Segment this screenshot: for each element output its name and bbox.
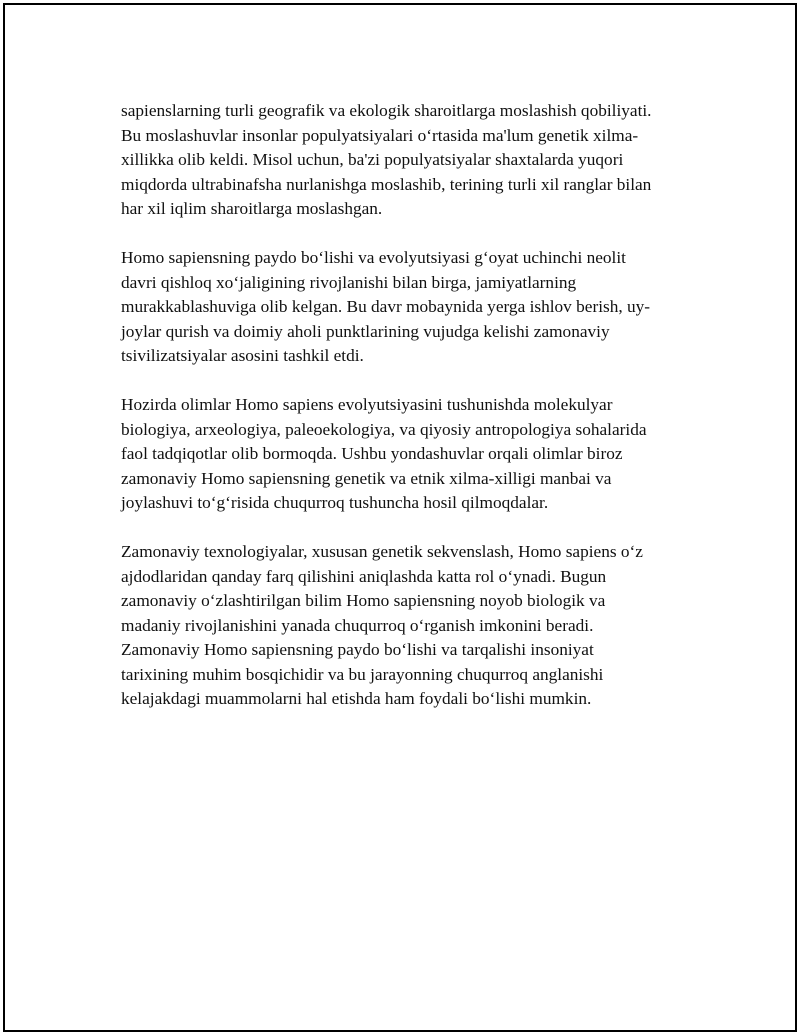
text-line: xillikka olib keldi. Misol uchun, ba'zi populyatsiyalar shaxtalarda yuqori	[121, 150, 624, 169]
text-line: biologiya, arxeologiya, paleoekologiya, va qiyosiy antropologiya sohalarida	[121, 419, 647, 439]
text-line: davri qishloq xo‘jaligining rivojlanishi bilan birga, jamiyatlarning	[121, 272, 577, 292]
page-content	[121, 99, 697, 736]
text-line: ajdodlaridan qanday farq qilishini aniqlashda katta rol o‘ynadi. Bugun	[121, 566, 607, 586]
text-line: zamonaviy Homo sapiensning genetik va etnik xilma-xilligi manbai va	[121, 468, 612, 488]
text-line: faol tadqiqotlar olib bormoqda. Ushbu yondashuvlar orqali olimlar biroz	[121, 444, 623, 463]
paragraph-1	[121, 99, 697, 222]
text-line: Homo sapiensning paydo bo‘lishi va evolyutsiyasi g‘oyat uchinchi neolit	[121, 248, 626, 267]
paragraph-2	[121, 246, 697, 369]
text-line: zamonaviy o‘zlashtirilgan bilim Homo sapiensning noyob biologik va	[121, 591, 606, 610]
text-line: murakkablashuviga olib kelgan. Bu davr mobaynida yerga ishlov berish, uy-	[121, 297, 651, 316]
text-line: madaniy rivojlanishini yanada chuqurroq o‘rganish imkonini beradi.	[121, 615, 594, 635]
text-line: joylar qurish va doimiy aholi punktlarining vujudga kelishi zamonaviy	[121, 321, 610, 341]
text-line: Hozirda olimlar Homo sapiens evolyutsiyasini tushunishda molekulyar	[121, 395, 613, 414]
text-line: Zamonaviy Homo sapiensning paydo bo‘lishi va tarqalishi insoniyat	[121, 640, 594, 659]
text-line: Bu moslashuvlar insonlar populyatsiyalari o‘rtasida ma'lum genetik xilma-	[121, 125, 639, 145]
text-line: joylashuvi to‘g‘risida chuqurroq tushuncha hosil qilmoqdalar.	[121, 493, 549, 512]
text-line: tsivilizatsiyalar asosini tashkil etdi.	[121, 346, 364, 365]
paragraph-4	[121, 540, 697, 712]
text-line: miqdorda ultrabinafsha nurlanishga moslashib, terining turli xil ranglar bilan	[121, 174, 652, 194]
text-line: Zamonaviy texnologiyalar, xususan genetik sekvenslash, Homo sapiens o‘z	[121, 542, 643, 561]
text-line: har xil iqlim sharoitlarga moslashgan.	[121, 199, 383, 218]
page-frame	[3, 3, 797, 1032]
text-line: kelajakdagi muammolarni hal etishda ham foydali bo‘lishi mumkin.	[121, 689, 592, 708]
paragraph-3	[121, 393, 697, 516]
text-line: tarixining muhim bosqichidir va bu jarayonning chuqurroq anglanishi	[121, 664, 604, 684]
text-line: sapienslarning turli geografik va ekologik sharoitlarga moslashish qobiliyati.	[121, 101, 652, 120]
